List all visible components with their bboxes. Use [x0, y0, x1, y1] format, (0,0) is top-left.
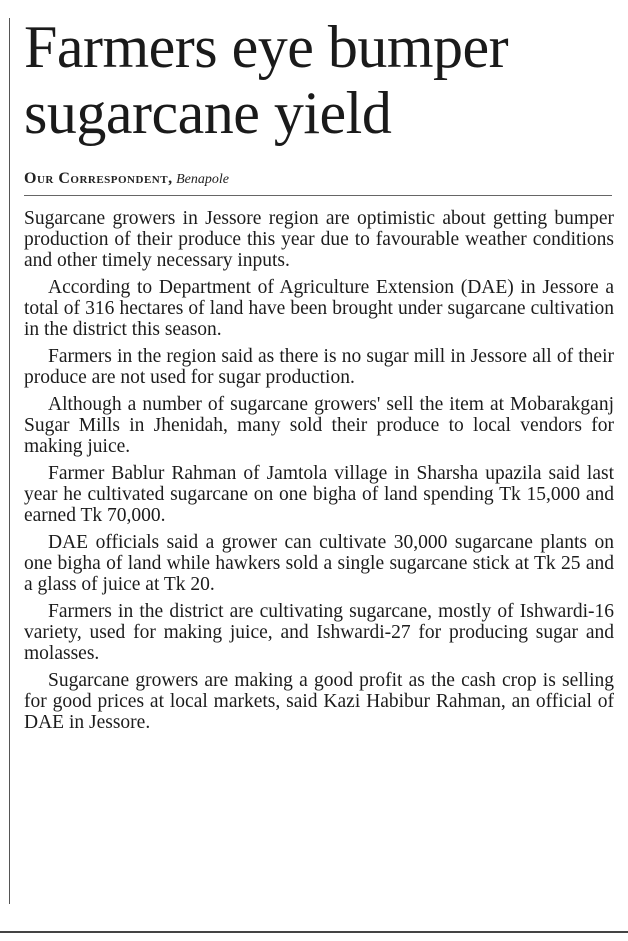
paragraph: Farmer Bablur Rahman of Jamtola village in Sharsha upazila said last year he cultivated sugarcane on one bigha of land spending Tk 15,000 and earned Tk 70,000.: [24, 463, 614, 526]
paragraph: DAE officials said a grower can cultivate 30,000 sugarcane plants on one bigha of land while hawkers sold a single sugarcane stick at Tk 25 and a glass of juice at Tk 20.: [24, 532, 614, 595]
paragraph: Sugarcane growers are making a good profit as the cash crop is selling for good prices at local markets, said Kazi Habibur Rahman, an official of DAE in Jessore.: [24, 670, 614, 733]
byline-location: Benapole: [176, 172, 229, 187]
paragraph: Although a number of sugarcane growers' sell the item at Mobarakganj Sugar Mills in Jhenidah, many sold their produce to local vendors for making juice.: [24, 394, 614, 457]
paragraph: Farmers in the district are cultivating sugarcane, mostly of Ishwardi-16 variety, used for making juice, and Ishwardi-27 for producing sugar and molasses.: [24, 601, 614, 664]
paragraph: Sugarcane growers in Jessore region are optimistic about getting bumper production of their produce this year due to favourable weather conditions and other timely necessary inputs.: [24, 208, 614, 271]
byline: [24, 170, 614, 189]
page-bottom-rule: [0, 931, 628, 933]
byline-author: Our Correspondent,: [24, 170, 173, 187]
news-article: [24, 14, 614, 739]
paragraph: According to Department of Agriculture Extension (DAE) in Jessore a total of 316 hectares of land have been brought under sugarcane cultivation in the district this season.: [24, 277, 614, 340]
byline-divider: [24, 195, 612, 196]
column-left-rule: [9, 18, 10, 904]
article-body: [24, 208, 614, 733]
headline: Farmers eye bumper sugarcane yield: [24, 14, 509, 146]
paragraph: Farmers in the region said as there is no sugar mill in Jessore all of their produce are not used for sugar production.: [24, 346, 614, 388]
